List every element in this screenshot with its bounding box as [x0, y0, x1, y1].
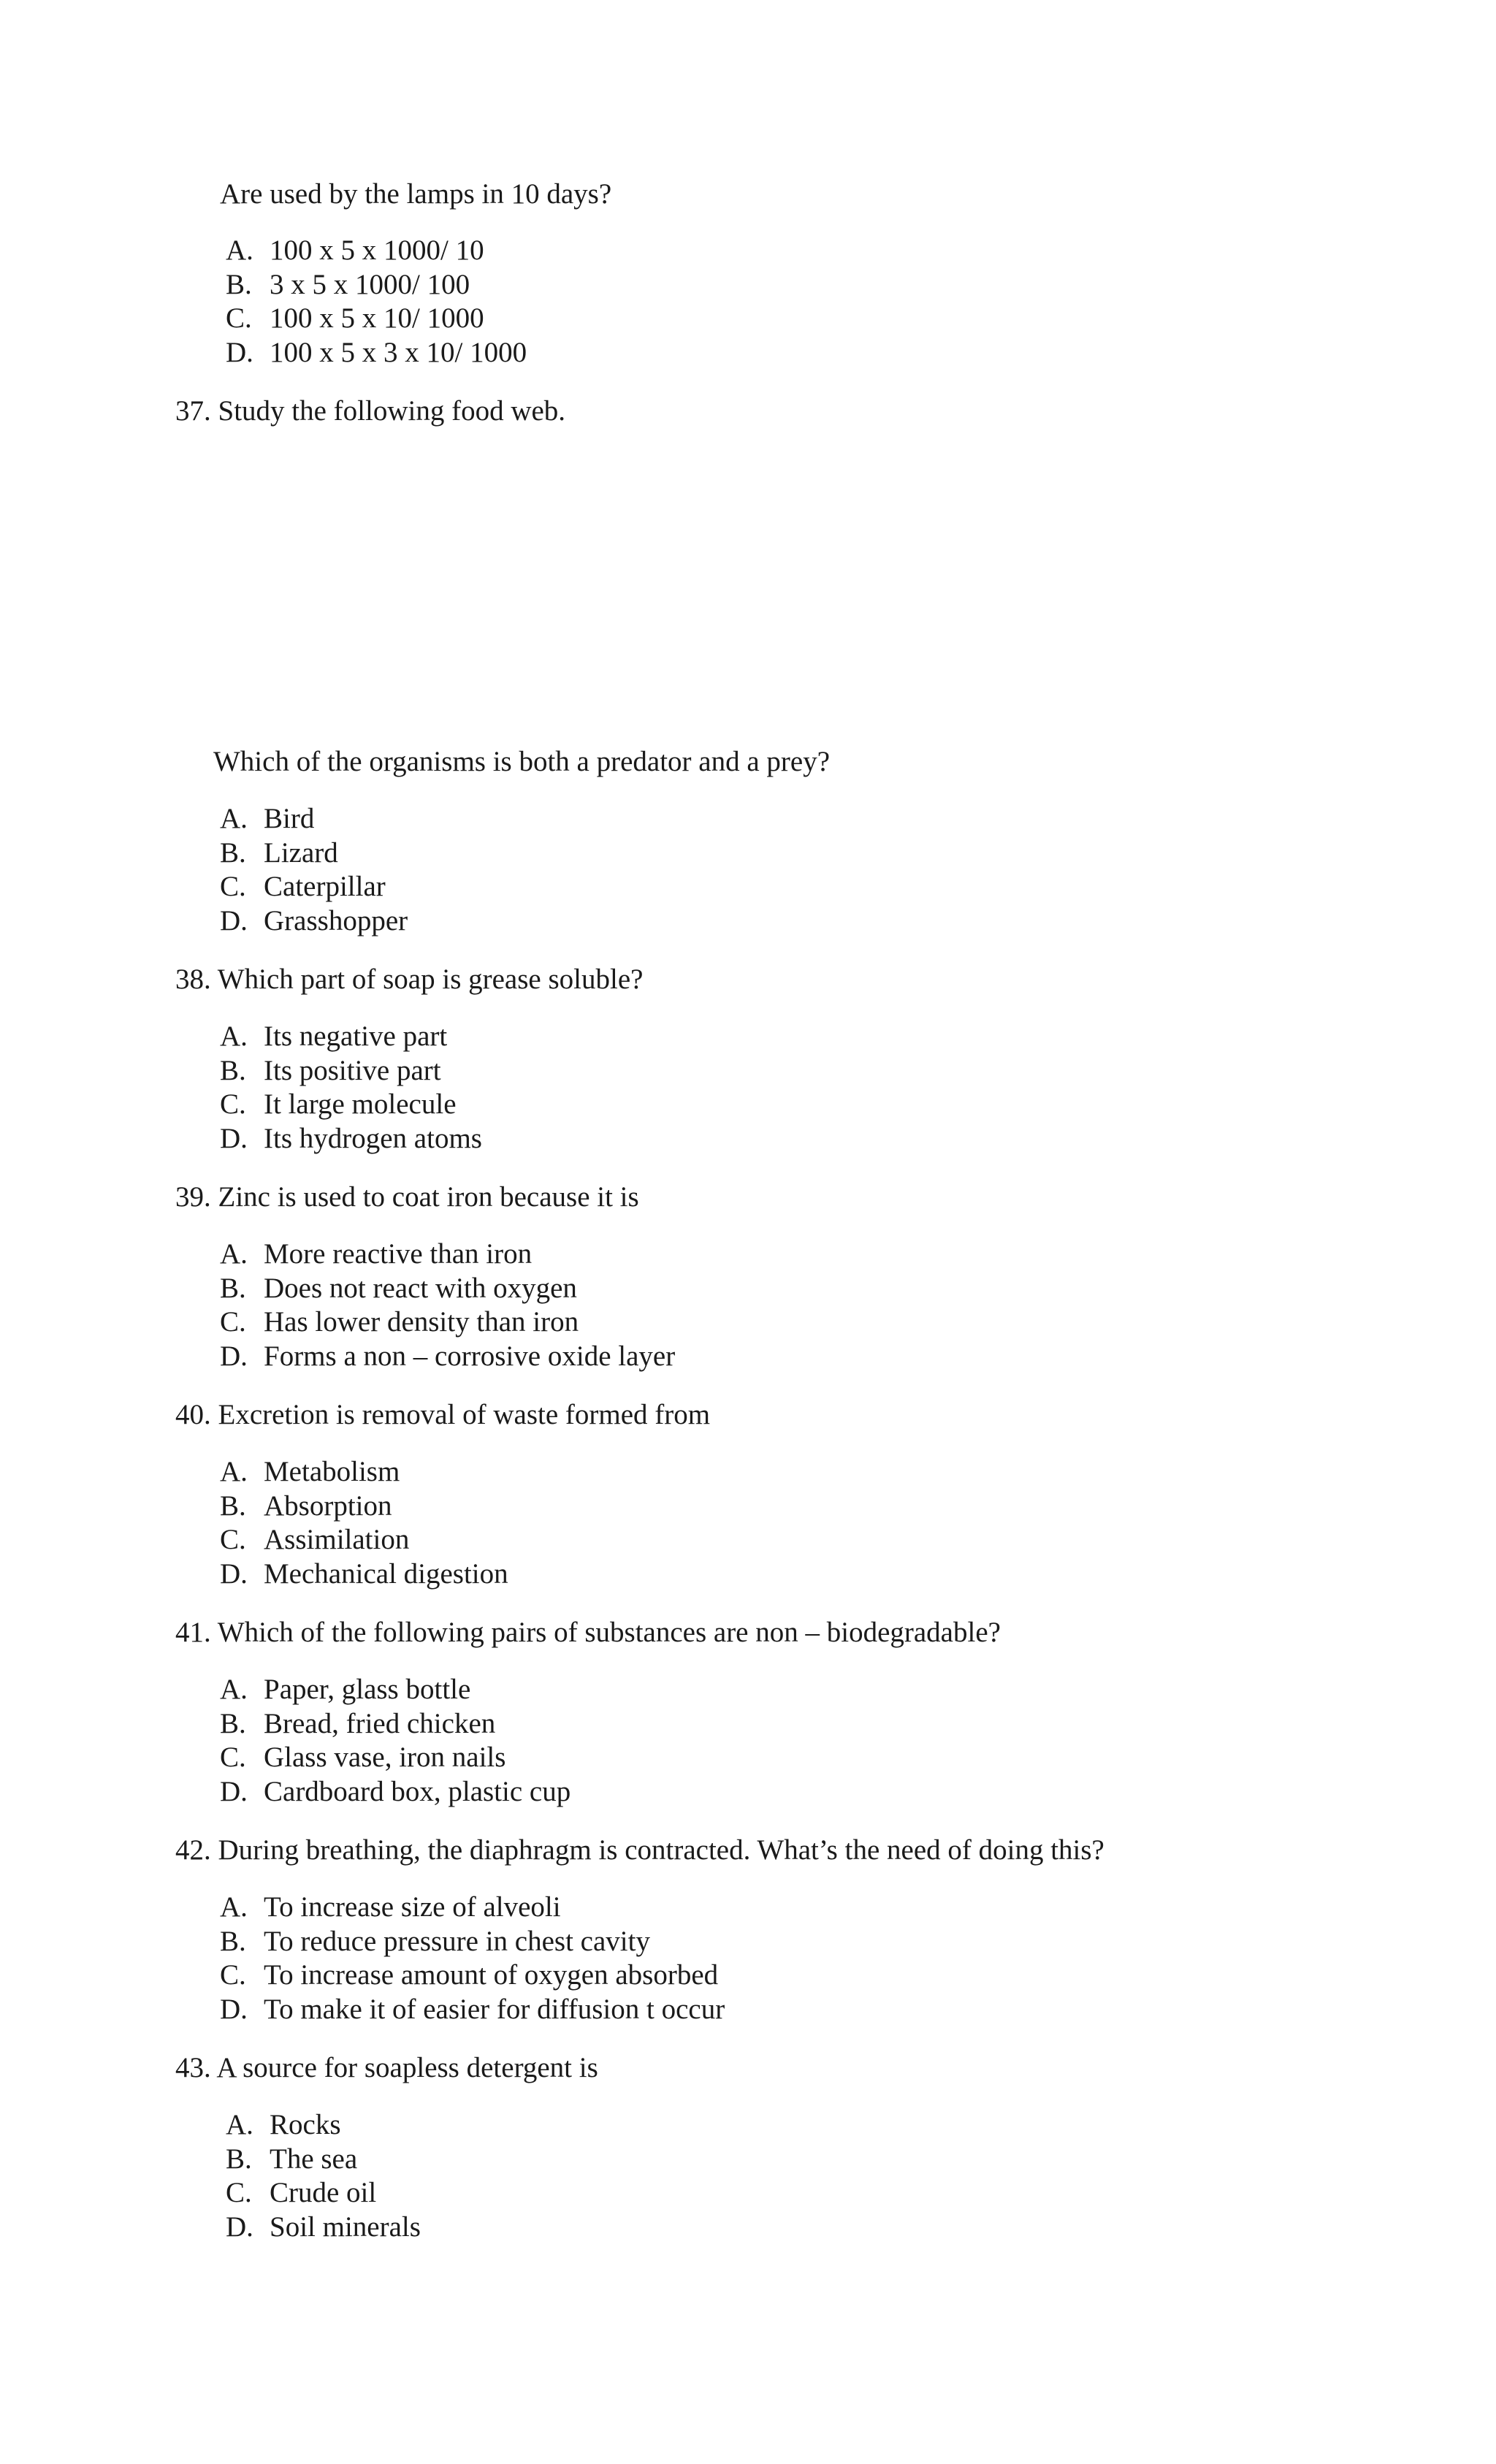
q42-option-b: B. To reduce pressure in chest cavity — [220, 1925, 650, 1957]
q38-option-b: B. Its positive part — [220, 1054, 441, 1086]
q37-followup: Which of the organisms is both a predator and a prey? — [213, 746, 831, 777]
q38-options — [220, 1020, 482, 1156]
q37-option-d: D. Grasshopper — [220, 904, 408, 937]
q40-option-b: B. Absorption — [220, 1490, 392, 1522]
q39-option-b: B. Does not react with oxygen — [220, 1272, 577, 1304]
q39-options — [220, 1237, 675, 1373]
q37-option-b: B. Lizard — [220, 836, 338, 869]
q42-option-a: A. To increase size of alveoli — [220, 1891, 561, 1923]
q39-stem: 39. Zinc is used to coat iron because it is — [175, 1181, 639, 1213]
q40-stem: 40. Excretion is removal of waste formed from — [175, 1399, 711, 1430]
q40-options — [220, 1455, 508, 1591]
q43-option-d: D. Soil minerals — [226, 2211, 421, 2243]
food-web-image-area — [175, 446, 1125, 731]
q38-option-d: D. Its hydrogen atoms — [220, 1122, 482, 1154]
q38-option-a: A. Its negative part — [220, 1021, 448, 1052]
q41-stem: 41. Which of the following pairs of substances are non – biodegradable? — [175, 1617, 1001, 1648]
q41-option-b: B. Bread, fried chicken — [220, 1707, 496, 1739]
q36-option-a: A. 100 x 5 x 1000/ 10 — [226, 234, 484, 266]
q37-option-c: C. Caterpillar — [220, 871, 386, 902]
q36-option-d: D. 100 x 5 x 3 x 10/ 1000 — [226, 336, 527, 368]
q41-options — [220, 1673, 570, 1809]
q40-option-a: A. Metabolism — [220, 1456, 400, 1487]
q36-option-b: B. 3 x 5 x 1000/ 100 — [226, 268, 470, 300]
q36-stem-tail: Are used by the lamps in 10 days? — [220, 178, 612, 210]
q42-option-c: C. To increase amount of oxygen absorbed — [220, 1959, 719, 1991]
q39-option-c: C. Has lower density than iron — [220, 1306, 579, 1338]
q37-options — [220, 802, 408, 938]
q43-option-c: C. Crude oil — [226, 2177, 377, 2208]
q37-stem: 37. Study the following food web. — [175, 395, 566, 427]
q41-option-a: A. Paper, glass bottle — [220, 1674, 471, 1705]
q42-stem: 42. During breathing, the diaphragm is contracted. What’s the need of doing this? — [175, 1834, 1104, 1866]
q43-option-a: A. Rocks — [226, 2109, 341, 2140]
q43-option-b: B. The sea — [226, 2143, 358, 2175]
q42-option-d: D. To make it of easier for diffusion t occur — [220, 1993, 725, 2025]
q41-option-c: C. Glass vase, iron nails — [220, 1742, 506, 1773]
q36-option-c: C. 100 x 5 x 10/ 1000 — [226, 302, 484, 334]
q41-option-d: D. Cardboard box, plastic cup — [220, 1775, 571, 1807]
q37-option-a: A. Bird — [220, 803, 315, 834]
q43-options — [226, 2108, 421, 2244]
q39-option-a: A. More reactive than iron — [220, 1238, 533, 1270]
q36-options — [226, 234, 527, 370]
q40-option-d: D. Mechanical digestion — [220, 1557, 508, 1590]
q40-option-c: C. Assimilation — [220, 1524, 410, 1555]
q39-option-d: D. Forms a non – corrosive oxide layer — [220, 1340, 676, 1372]
q38-stem: 38. Which part of soap is grease soluble? — [175, 964, 644, 995]
q42-options — [220, 1891, 725, 2026]
q38-option-c: C. It large molecule — [220, 1088, 457, 1120]
q43-stem: 43. A source for soapless detergent is — [175, 2052, 598, 2083]
